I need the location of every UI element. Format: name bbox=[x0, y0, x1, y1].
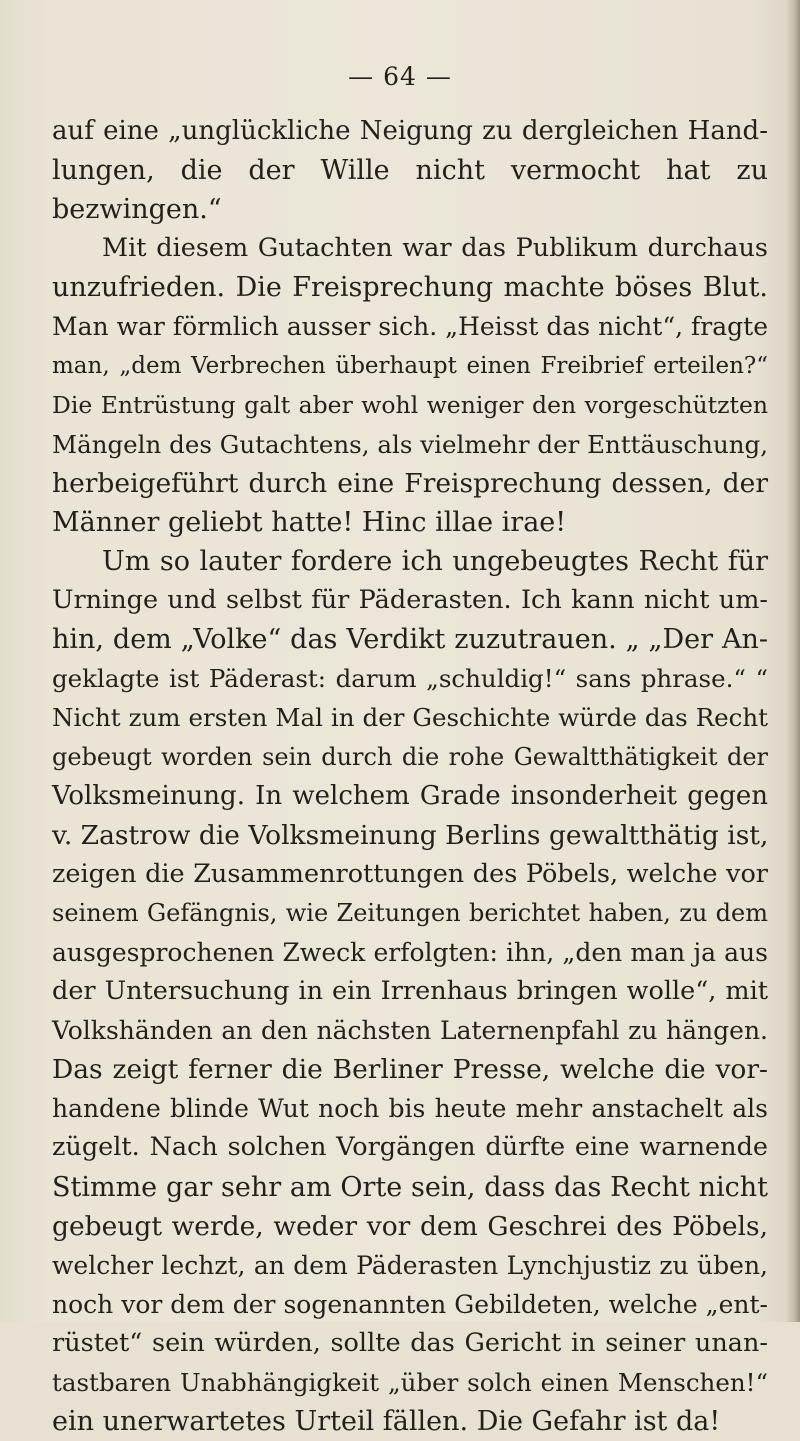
text-line: seinem Gefängnis, wie Zeitungen berichtet haben, zu dem bbox=[52, 898, 768, 927]
text-line: Volkshänden an den nächsten Laternenpfahl zu hängen. bbox=[52, 1016, 768, 1046]
paragraph-3 bbox=[52, 542, 768, 1441]
text-line: Das zeigt ferner die Berliner Presse, welche die vor- bbox=[52, 1054, 768, 1086]
text-line: gebeugt werde, weder vor dem Geschrei des Pöbels, bbox=[52, 1210, 768, 1242]
text-line: Nicht zum ersten Mal in der Geschichte würde das Recht bbox=[52, 703, 768, 733]
page-number-header: — 64 — bbox=[348, 62, 452, 91]
paragraph-2 bbox=[52, 229, 768, 542]
text-line: Stimme gar sehr am Orte sein, dass das Recht nicht bbox=[52, 1171, 768, 1203]
text-line: tastbaren Unabhängigkeit „über solch einen Menschen!“ bbox=[52, 1368, 768, 1397]
text-line: Volksmeinung. In welchem Grade insonderheit gegen bbox=[52, 780, 768, 811]
text-line: zügelt. Nach solchen Vorgängen dürfte eine warnende bbox=[52, 1132, 768, 1163]
text-line: lungen, die der Wille nicht vermocht hat zu bbox=[52, 155, 768, 187]
text-line: der Untersuchung in ein Irrenhaus bringen wolle“, mit bbox=[52, 976, 768, 1007]
text-line: man, „dem Verbrechen überhaupt einen Freibrief erteilen?“ bbox=[52, 352, 768, 379]
text-line: gebeugt worden sein durch die rohe Gewaltthätigkeit der bbox=[52, 742, 768, 771]
text-line: Um so lauter fordere ich ungebeugtes Recht für bbox=[102, 546, 768, 578]
text-line: ausgesprochenen Zweck erfolgten: ihn, „den man ja aus bbox=[52, 937, 768, 967]
text-line: Mängeln des Gutachtens, als vielmehr der Enttäuschung, bbox=[52, 429, 768, 459]
text-line: zeigen die Zusammenrottungen des Pöbels, welche vor bbox=[52, 858, 768, 889]
text-line: handene blinde Wut noch bis heute mehr anstachelt als bbox=[52, 1094, 768, 1124]
text-line: noch vor dem der sogenannten Gebildeten, welche „ent- bbox=[52, 1289, 768, 1319]
text-line: herbeigeführt durch eine Freisprechung dessen, der bbox=[52, 467, 768, 499]
text-line: rüstet“ sein würden, sollte das Gericht in seiner unan- bbox=[52, 1327, 768, 1358]
text-line: Männer geliebt hatte! Hinc illae irae! bbox=[52, 506, 567, 538]
text-line: v. Zastrow die Volksmeinung Berlins gewaltthätig ist, bbox=[52, 819, 769, 851]
text-line: Die Entrüstung galt aber wohl weniger den vorgeschützten bbox=[52, 390, 768, 419]
text-line: Urninge und selbst für Päderasten. Ich kann nicht um- bbox=[52, 585, 768, 616]
text-line: bezwingen.“ bbox=[52, 194, 222, 226]
text-line: unzufrieden. Die Freisprechung machte böses Blut. bbox=[52, 272, 768, 304]
text-line: Mit diesem Gutachten war das Publikum durchaus bbox=[102, 233, 768, 264]
text-line: welcher lechzt, an dem Päderasten Lynchjustiz zu üben, bbox=[52, 1250, 768, 1280]
text-line: hin, dem „Volke“ das Verdikt zuzutrauen. „ „Der An- bbox=[52, 624, 768, 656]
text-line: geklagte ist Päderast: darum „schuldig!“ sans phrase.“ “ bbox=[52, 664, 768, 694]
text-line: ein unerwartetes Urteil fällen. Die Gefahr ist da! bbox=[52, 1406, 721, 1438]
page-edge-shadow bbox=[786, 0, 800, 1322]
text-line: Man war förmlich ausser sich. „Heisst das nicht“, fragte bbox=[52, 312, 768, 342]
text-line: auf eine „unglückliche Neigung zu dergleichen Hand- bbox=[52, 116, 768, 146]
body-text bbox=[52, 112, 768, 1441]
paragraph-1 bbox=[52, 112, 768, 229]
